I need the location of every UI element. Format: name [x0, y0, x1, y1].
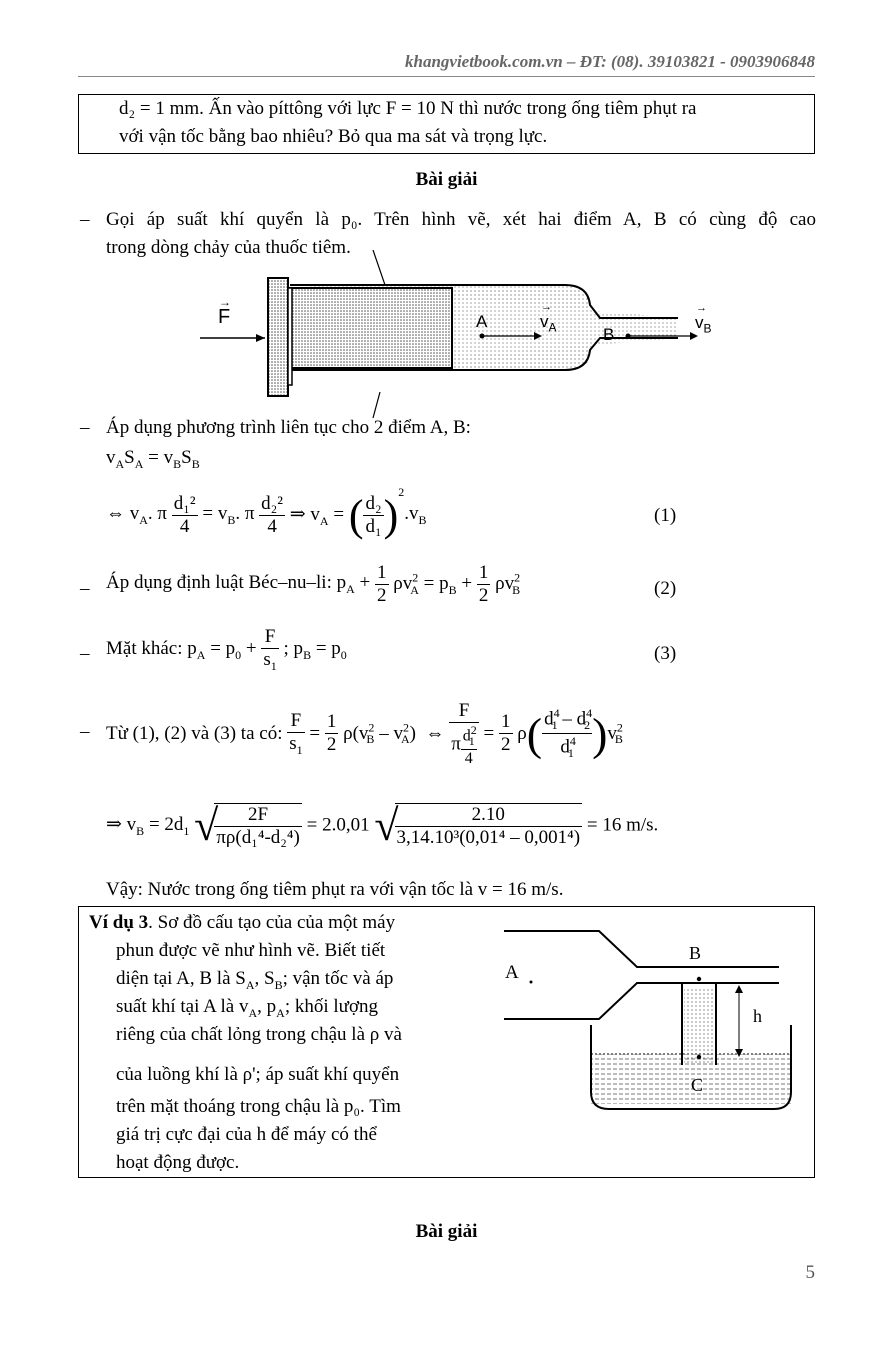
example-3-line-7: trên mặt thoáng trong chậu là p₀. Tìm	[116, 1096, 401, 1117]
force-label: F	[218, 306, 231, 328]
sprayer-figure	[499, 917, 809, 1117]
example-3-box	[78, 906, 815, 1178]
velocity-b-arrow: →	[696, 302, 707, 314]
example-3-line-3: diện tại A, B là $S_A$, $S_B$; vận tốc và áp	[116, 968, 394, 992]
point-b-label: B	[603, 325, 615, 344]
example-3-line-8: giá trị cực đại của h để máy có thể	[116, 1124, 377, 1145]
solution-heading-2: Bài giải	[415, 1221, 478, 1242]
equation-3-number: (3)	[654, 643, 677, 664]
para-2-line-1: Áp dụng phương trình liên tục cho 2 điểm A, B:	[106, 417, 471, 438]
bullet: –	[80, 578, 90, 599]
page-header: khangvietbook.com.vn – ĐT: (08). 39103821 - 0903906848	[404, 52, 815, 71]
bullet: –	[80, 209, 90, 230]
velocity-b-label: $v_B$	[695, 313, 712, 336]
point-c-label: C	[691, 1075, 704, 1095]
height-h-label: h	[753, 1006, 762, 1026]
example-3-line-2: phun được vẽ như hình vẽ. Biết tiết	[116, 940, 386, 961]
example-3-line-4: suất khí tại A là $v_A$, $p_A$; khối lượng	[116, 996, 378, 1020]
equation-1-number: (1)	[654, 505, 677, 526]
equation-2: Áp dụng định luật Béc–nu–li: $p_A$ + $\frac{1}{2}$ $\rho v^2_A = p_B$ + $\frac{1}{2}$ $\rho v^2_B$	[106, 562, 521, 606]
equation-2-number: (2)	[654, 578, 677, 599]
solution-heading: Bài giải	[415, 169, 478, 190]
header-divider	[78, 76, 815, 77]
bullet: –	[80, 417, 90, 438]
velocity-a-arrow: →	[541, 301, 552, 313]
example-3-line-1: Ví dụ 3. Sơ đồ cấu tạo của của một máy	[89, 912, 396, 933]
problem-line-1: d₂ = 1 mm. Ấn vào píttông với lực F = 10 N thì nước trong ống tiêm phụt ra	[119, 98, 697, 119]
example-3-line-6: của luồng khí là ρ'; áp suất khí quyển	[116, 1064, 400, 1085]
equation-5: ⇒ $v_B = 2d_1$ √ $\frac{2F}{\text{πρ(d₁⁴-d₂⁴)}}$ = 2.0,01 √ $\frac{2.10}{\text{3,14.10³(0,01⁴ – 0,001⁴)}}$ = 16 m/s.	[106, 801, 659, 850]
conclusion: Vậy: Nước trong ống tiêm phụt ra với vận tốc là v = 16 m/s.	[106, 879, 564, 900]
page-number: 5	[805, 1262, 815, 1283]
bullet: –	[80, 721, 90, 742]
point-b-label: B	[689, 943, 702, 963]
equation-1: ⇔ $v_A$. π $\frac{\text{d₁²}}{4}$ = $v_B$. π $\frac{\text{d₂²}}{4}$ ⇒ $v_A$ = ( $\frac{\text{d₂}}{\text{d₁}}$ )$^2.v_B$	[106, 485, 427, 541]
syringe-figure	[190, 250, 730, 420]
bullet: –	[80, 643, 90, 664]
problem-line-2: với vận tốc bằng bao nhiêu? Bỏ qua ma sát và trọng lực.	[119, 126, 548, 147]
point-a-label: A	[476, 312, 488, 331]
example-3-line-9: hoạt động được.	[116, 1152, 240, 1173]
para-1-line-2: trong dòng chảy của thuốc tiêm.	[106, 237, 351, 258]
para-1-line-1: Gọi áp suất khí quyển là p₀. Trên hình vẽ, xét hai điểm A, B có cùng độ cao	[106, 209, 816, 230]
example-3-line-5: riêng của chất lỏng trong chậu là ρ và	[116, 1024, 402, 1045]
equation-4: Từ (1), (2) và (3) ta có: $\frac{F}{s_1}$ = $\frac{1}{2}$ $\rho(v^2_B - v^2_A)$ ⇔ F π $\frac{d^2_1}{4}$ = $\frac{1}{2}$ ρ( $\frac{d^4_1 - d^4_2}{d^4_1}$ )$v^2_B$	[106, 700, 623, 767]
force-vector-arrow: →	[219, 295, 231, 309]
problem-box	[78, 94, 815, 154]
point-a-label: A	[505, 962, 519, 983]
equation-3: Mặt khác: $p_A = p_0$ + $\frac{F}{s_1}$ ; $p_B = p_0$	[106, 626, 347, 673]
continuity-equation: $v_AS_A = v_BS_B$	[106, 447, 200, 471]
velocity-a-label: $v_A$	[540, 312, 557, 335]
